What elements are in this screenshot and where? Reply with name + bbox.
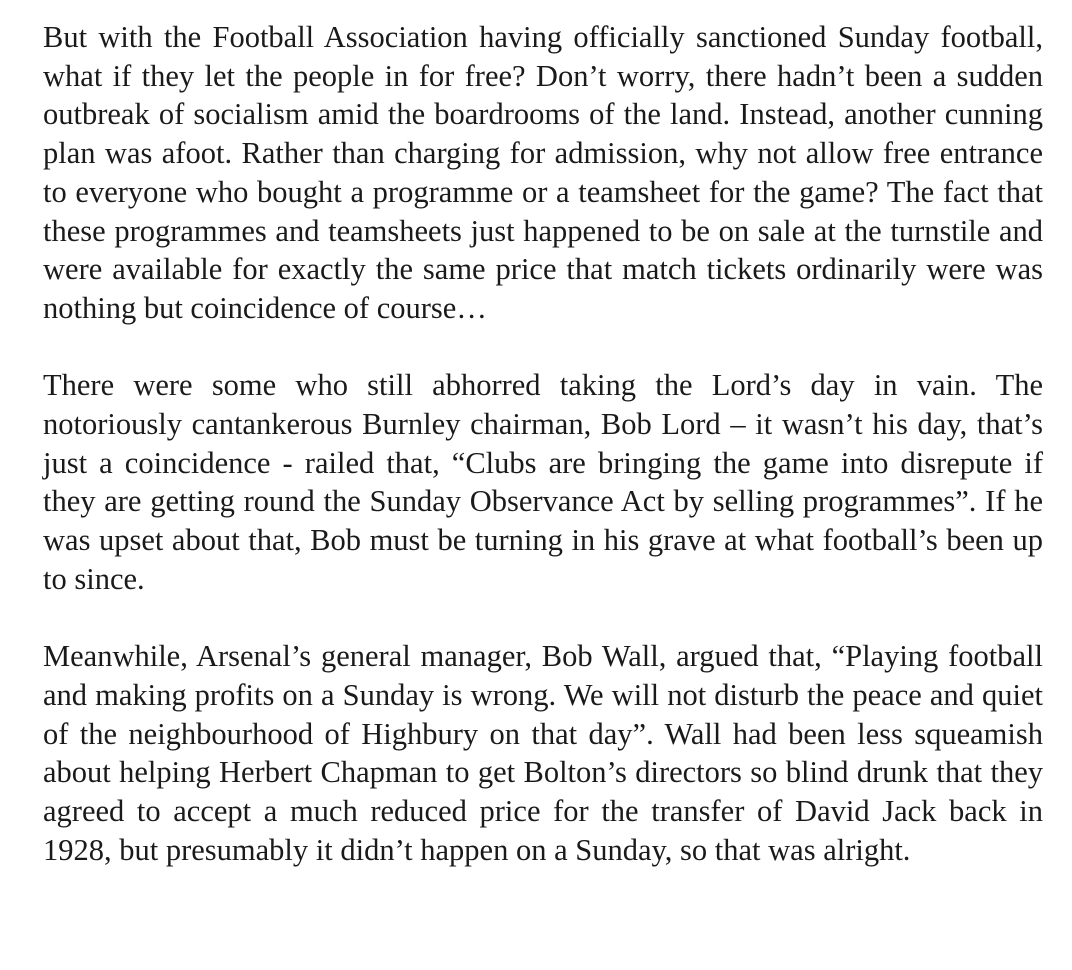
paragraph-bob-lord: There were some who still abhorred taking the Lord’s day in vain. The notoriously cantankerous Burnley chairman, Bob Lord – it wasn’t his day, that’s just a coincidence - railed that, “Clubs are bringing the game into disrepute if they are getting round the Sunday Observance Act by selling programmes”. If he was upset about that, Bob must be turning in his grave at what football’s been up to since.	[43, 368, 1043, 596]
paragraph-bob-wall: Meanwhile, Arsenal’s general manager, Bob Wall, argued that, “Playing football and making profits on a Sunday is wrong. We will not disturb the peace and quiet of the neighbourhood of Highbury on that day”. Wall had been less squeamish about helping Herbert Chapman to get Bolton’s directors so blind drunk that they agreed to accept a much reduced price for the transfer of David Jack back in 1928, but presumably it didn’t happen on a Sunday, so that was alright.	[43, 639, 1043, 867]
document-page	[43, 18, 1043, 869]
paragraph-sunday-football: But with the Football Association having officially sanctioned Sunday football, what if they let the people in for free? Don’t worry, there hadn’t been a sudden outbreak of socialism amid the boardrooms of the land. Instead, another cunning plan was afoot. Rather than charging for admission, why not allow free entrance to everyone who bought a programme or a teamsheet for the game? The fact that these programmes and teamsheets just happened to be on sale at the turnstile and were available for exactly the same price that match tickets ordinarily were was nothing but coincidence of course…	[43, 20, 1043, 325]
